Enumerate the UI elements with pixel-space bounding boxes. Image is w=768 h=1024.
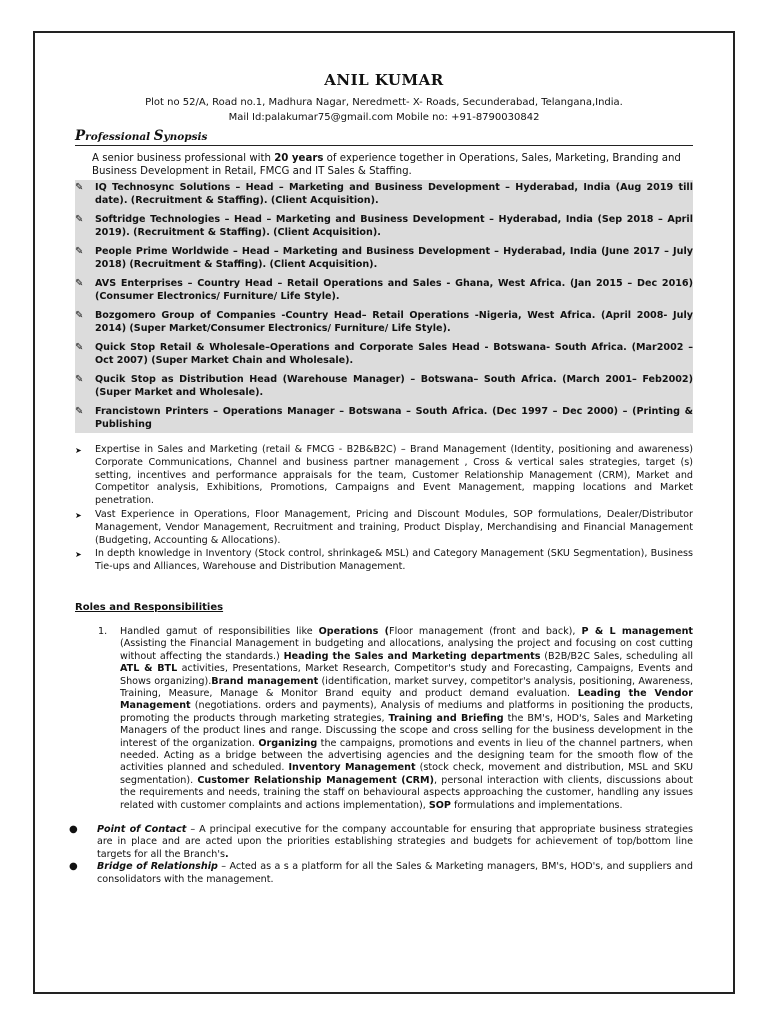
key-point: ● Point of Contact – A principal executive for the company accountable for ensuring that appropriate business strategies are in place and are acted upon the priorities establishing strategies and budgets for achievement of top/bottom line targets for all the Branch's. <box>69 824 693 860</box>
expertise-item: ➤ Expertise in Sales and Marketing (retail & FMCG - B2B&B2C) – Brand Management (Identity, positioning and awareness) Corporate Communications, Channel and business partner management , Cross & vertical sales strategies, target (s) setting, incentives and performance appraisals for the team, Customer Relationship Management (CRM), Market and Competitor analysis, Exhibitions, Promotions, Campaigns and Event Management, mapping locations and Market penetration. <box>75 444 693 507</box>
pencil-icon: ✎ <box>75 374 84 385</box>
expertise-item: ➤ Vast Experience in Operations, Floor Management, Pricing and Discount Modules, SOP formulations, Dealer/Distributor Management, Vendor Management, Recruitment and training, Product Display, Merchandising and Financial Management (Budgeting, Accounting & Allocations). <box>75 508 693 546</box>
expertise-list <box>75 444 693 574</box>
section-title-professional-synopsis: Professional Synopsis <box>75 128 693 146</box>
pencil-icon: ✎ <box>75 406 84 417</box>
bullet-icon: ● <box>69 861 78 873</box>
job-entry: ✎ IQ Technosync Solutions – Head – Marketing and Business Development – Hyderabad, India (Aug 2019 till date). (Recruitment & Staffing). (Client Acquisition). <box>75 182 693 206</box>
contact-line: Mail Id:palakumar75@gmail.com Mobile no: +91-8790030842 <box>228 112 540 123</box>
pencil-icon: ✎ <box>75 246 84 257</box>
pencil-icon: ✎ <box>75 310 84 321</box>
pencil-icon: ✎ <box>75 278 84 289</box>
section-title-roles: Roles and Responsibilities <box>75 601 224 613</box>
pencil-icon: ✎ <box>75 182 84 193</box>
key-point: ● Bridge of Relationship – Acted as a s a platform for all the Sales & Marketing managers, BM's, HOD's, and suppliers and consolidators with the management. <box>69 861 693 885</box>
arrow-icon: ➤ <box>75 550 82 560</box>
job-entry: ✎ Francistown Printers – Operations Manager – Botswana – South Africa. (Dec 1997 – Dec 2000) – (Printing & Publishing <box>75 406 693 430</box>
job-entry: ✎ Softridge Technologies – Head – Marketing and Business Development – Hyderabad, India (Sep 2018 – April 2019). (Recruitment & Staffing). (Client Acquisition). <box>75 214 693 238</box>
roles-item <box>75 626 693 812</box>
pencil-icon: ✎ <box>75 214 84 225</box>
job-entry: ✎ People Prime Worldwide – Head – Marketing and Business Development – Hyderabad, India (June 2017 – July 2018) (Recruitment & Staffing). (Client Acquisition). <box>75 246 693 270</box>
roles-paragraph: Handled gamut of responsibilities like Operations (Floor management (front and back), P & L management (Assisting the Financial Management in budgeting and allocations, analysing the project and focusing on cost cutting without affecting the standards.) Heading the Sales and Marketing departments (B2B/B2C Sales, scheduling all ATL & BTL activities, Presentations, Market Research, Competitor's study and Forecasting, Campaigns, Events and Shows organizing).Brand management (identification, market survey, competitor's analysis, positioning, Awareness, Training, Measure, Manage & Monitor Brand equity and product demand evaluation. Leading the Vendor Management (negotiations. orders and payments), Analysis of mediums and platforms in positioning the products, promoting the products through marketing strategies, Training and Briefing the BM's, HOD's, Sales and Marketing Managers of the product lines and range. Discussing the scope and cross selling for the business development in the interest of the organization. Organizing the campaigns, promotions and events in lieu of the channel partners, when needed. Acting as a bridge between the advertising agencies and the designing team for the smooth flow of the activities planned and scheduled. Inventory Management (stock check, movement and distribution, MSL and SKU segmentation). Customer Relationship Management (CRM), personal interaction with clients, discussions about the requirements and needs, training the staff on behavioural aspects approaching the customer, handling any issues related with customer complaints and actions implementation), SOP formulations and implementations. <box>120 625 694 811</box>
address-line: Plot no 52/A, Road no.1, Madhura Nagar, Neredmett- X- Roads, Secunderabad, Telangana,India. <box>145 97 623 108</box>
job-history-list <box>75 180 693 433</box>
synopsis-intro: A senior business professional with 20 years of experience together in Operations, Sales, Marketing, Branding and Business Development in Retail, FMCG and IT Sales & Staffing. <box>92 153 681 177</box>
key-points-list <box>69 824 693 886</box>
bullet-icon: ● <box>69 824 78 836</box>
expertise-item: ➤ In depth knowledge in Inventory (Stock control, shrinkage& MSL) and Category Management (SKU Segmentation), Business Tie-ups and Alliances, Warehouse and Distribution Management. <box>75 548 693 573</box>
job-entry: ✎ Qucik Stop as Distribution Head (Warehouse Manager) – Botswana– South Africa. (March 2001– Feb2002) (Super Market and Wholesale). <box>75 374 693 398</box>
candidate-name: ANIL KUMAR <box>324 71 444 89</box>
job-entry: ✎ AVS Enterprises – Country Head – Retail Operations and Sales - Ghana, West Africa. (Jan 2015 – Dec 2016) (Consumer Electronics/ Furniture/ Life Style). <box>75 278 693 302</box>
pencil-icon: ✎ <box>75 342 84 353</box>
job-entry: ✎ Quick Stop Retail & Wholesale–Operations and Corporate Sales Head - Botswana- South Africa. (Mar2002 – Oct 2007) (Super Market Chain and Wholesale). <box>75 342 693 366</box>
resume-content <box>69 69 694 886</box>
arrow-icon: ➤ <box>75 446 82 455</box>
job-entry: ✎ Bozgomero Group of Companies -Country Head– Retail Operations -Nigeria, West Africa. (April 2008- July 2014) (Super Market/Consumer Electronics/ Furniture/ Life Style). <box>75 310 693 334</box>
arrow-icon: ➤ <box>75 510 82 520</box>
item-number: 1. <box>98 625 108 637</box>
